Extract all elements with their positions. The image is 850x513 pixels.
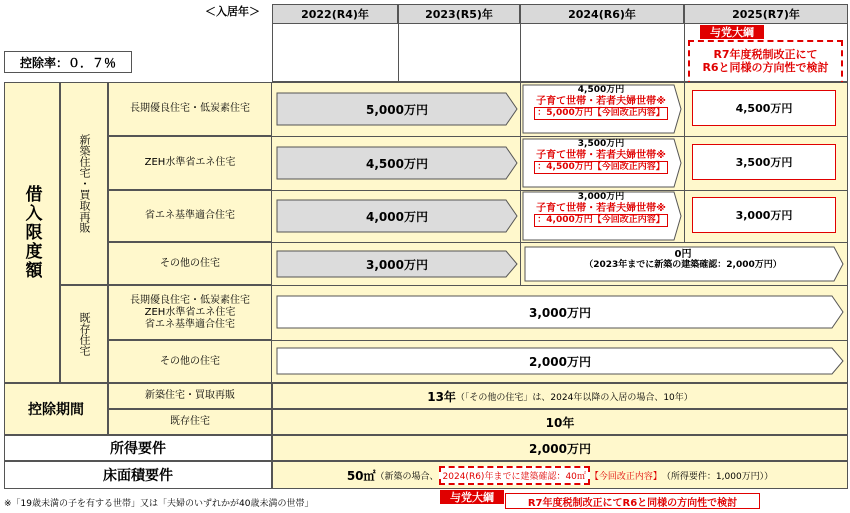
row-name-energy: 省エネ基準適合住宅 [108, 190, 272, 242]
ruling-party-tag-bottom: 与党大綱 [440, 490, 504, 504]
floor-value-big: 50㎡ [346, 468, 376, 483]
existing-eco-line3: 省エネ基準適合住宅 [145, 318, 235, 330]
floor-value-pre: （新築の場合、 [375, 471, 439, 482]
limit-title: 借入限度額 [4, 82, 60, 383]
period-new-big: 13年 [427, 389, 456, 404]
r6r7-other-content [524, 249, 842, 281]
period-new-note: （「その他の住宅」は、2024年以降の入居の場合、10年） [455, 392, 693, 403]
r7-value-energy [692, 197, 836, 233]
income-value: 2,000万円 [272, 435, 848, 461]
r6r7-other-value: 0円 [674, 249, 692, 260]
col-divider-2 [520, 24, 521, 82]
r4r5-arrow-long-term [276, 92, 518, 126]
r6-base-long-term: 4,500万円 [577, 85, 625, 95]
r6-content-energy [522, 192, 680, 240]
income-title: 所得要件 [4, 435, 272, 461]
r6-arrow-zeh [522, 138, 682, 188]
col-divider-1 [398, 24, 399, 82]
col-divider-r7 [684, 82, 685, 242]
row-name-other-new: その他の住宅 [108, 242, 272, 285]
r7-note-line2: R6と同様の方向性で検討 [702, 61, 829, 74]
r7-value-zeh [692, 144, 836, 180]
period-new-label: 新築住宅・買取再販 [108, 383, 272, 409]
existing-eco-line1: 長期優良住宅・低炭素住宅 [130, 294, 250, 306]
r4r5-arrow-zeh [276, 146, 518, 180]
col-divider-3 [684, 24, 685, 82]
period-title: 控除期間 [4, 383, 108, 435]
col-divider-r6 [520, 82, 521, 285]
r7-note-line1: R7年度税制改正にて [713, 48, 818, 61]
footnote: ※「19歳未満の子を有する世帯」又は「夫婦のいずれかが40歳未満の世帯」 [4, 499, 314, 509]
existing-other-value: 2,000万円 [529, 354, 591, 369]
r6r7-other-note: （2023年までに新築の建築確認：2,000万円） [584, 260, 782, 270]
r6-content-long-term [522, 85, 680, 133]
existing-housing-group-label: 既存住宅 [60, 285, 108, 383]
r6-child-value-long-term: ：5,000万円【今回改正内容】 [534, 107, 667, 120]
bottom-ruling-note-line2: R6と同様の方向性で検討 [622, 497, 738, 509]
row-name-zeh: ZEH水準省エネ住宅 [108, 136, 272, 190]
bottom-ruling-note [505, 493, 760, 509]
year-header-2025: 2025(R7)年 [684, 4, 848, 24]
existing-other-arrow [276, 347, 844, 375]
row-name-existing-other: その他の住宅 [108, 340, 272, 383]
r6-base-zeh: 3,500万円 [577, 139, 625, 149]
existing-eco-value: 3,000万円 [529, 305, 591, 320]
r6-arrow-energy [522, 191, 682, 241]
period-existing-value: 10年 [272, 409, 848, 435]
r6-child-value-energy: ：4,000万円【今回改正内容】 [534, 214, 667, 227]
floor-value-post: （所得要件：1,000万円）） [661, 471, 774, 482]
r6-child-label-energy: 子育て世帯・若者夫婦世帯※ [536, 203, 666, 214]
bottom-ruling-note-line1: R7年度税制改正にて [527, 497, 623, 509]
row-divider [272, 340, 848, 341]
period-existing-label: 既存住宅 [108, 409, 272, 435]
row-divider [272, 285, 848, 286]
r7-zeh-text: 3,500万円 [735, 156, 793, 169]
ruling-party-tag-top: 与党大綱 [700, 25, 764, 39]
period-new-value [272, 383, 848, 409]
deduction-rate: 控除率：０．７％ [4, 51, 132, 73]
new-housing-group-label: 新築住宅・買取再販 [60, 82, 108, 285]
existing-eco-line2: ZEH水準省エネ住宅 [144, 306, 236, 318]
r6-arrow-long-term [522, 84, 682, 134]
row-name-long-term: 長期優良住宅・低炭素住宅 [108, 82, 272, 136]
r7-energy-text: 3,000万円 [735, 209, 793, 222]
row-name-existing-eco [108, 285, 272, 340]
year-header-2023: 2023(R5)年 [398, 4, 520, 24]
r4r5-value-other: 3,000万円 [366, 257, 428, 272]
year-header-2024: 2024(R6)年 [520, 4, 684, 24]
r6-child-value-zeh: ：4,500万円【今回改正内容】 [534, 161, 667, 174]
row-divider [272, 136, 848, 137]
r6-child-label-zeh: 子育て世帯・若者夫婦世帯※ [536, 150, 666, 161]
r7-value-long-term [692, 90, 836, 126]
r6r7-arrow-other [524, 246, 844, 282]
r4r5-value-zeh: 4,500万円 [366, 156, 428, 171]
floor-value [275, 461, 845, 489]
existing-eco-arrow [276, 295, 844, 329]
r4r5-arrow-energy [276, 199, 518, 233]
row-divider [272, 242, 848, 243]
r4r5-value-long-term: 5,000万円 [366, 102, 428, 117]
r6-base-energy: 3,000万円 [577, 192, 625, 202]
floor-value-red2: 【今回改正内容】 [589, 471, 662, 482]
r6-content-zeh [522, 139, 680, 187]
year-axis-label: ＜入居年＞ [205, 5, 260, 18]
r7-note [692, 46, 839, 76]
r4r5-value-energy: 4,000万円 [366, 209, 428, 224]
r4r5-arrow-other [276, 250, 518, 278]
floor-title: 床面積要件 [4, 461, 272, 489]
r7-long-term-text: 4,500万円 [735, 102, 793, 115]
floor-value-red: 2024(R6)年までに建築確認：40㎡ [439, 466, 590, 485]
r6-child-label-long-term: 子育て世帯・若者夫婦世帯※ [536, 96, 666, 107]
year-header-2022: 2022(R4)年 [272, 4, 398, 24]
